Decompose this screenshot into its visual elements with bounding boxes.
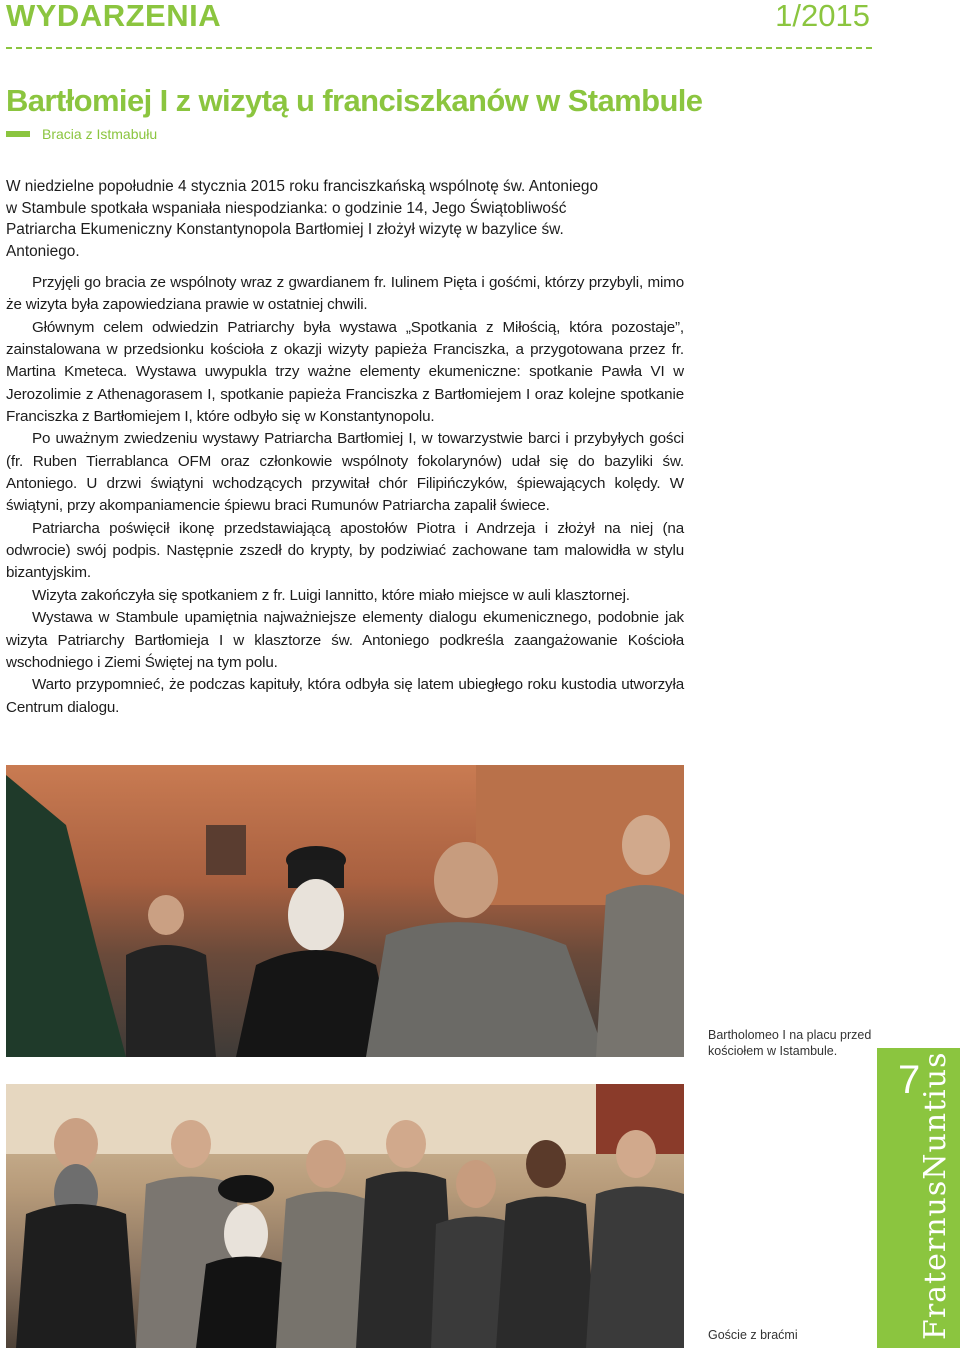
- article-author: Bracia z Istmabułu: [42, 126, 158, 142]
- paragraph: Głównym celem odwiedzin Patriarchy była wystawa „Spotkania z Miłością, która pozostaje”, zainstalowana w przedsionku kościoła z okazji wizyty papieża Franciszka, a przygotowana przez fr. Martina Kmeteca. Wystawa uwypukla trzy ważne elementy ekumeniczne: spotkanie Pawła VI w Jerozolimie z Athenagorasem I, spotkanie papieża Franciszka z Bartłomiejem I oraz kolejne spotkanie Franciszka z Bartłomiejem I, które odbyło się w Konstantynopolu.: [6, 318, 684, 426]
- paragraph: Patriarcha poświęcił ikonę przedstawiającą apostołów Piotra i Andrzeja i złożył na niej (na odwrocie) swój podpis. Następnie zszedł do krypty, by podziwiać zachowane tam malowidła w stylu bizantyjskim.: [6, 519, 684, 582]
- header-divider: [6, 47, 872, 49]
- article-body: [6, 272, 684, 719]
- byline: [6, 126, 157, 142]
- byline-bar-icon: [6, 131, 30, 137]
- photo-patriarch-square-illustration: [6, 765, 684, 1057]
- issue-number: 1/2015: [775, 0, 870, 33]
- photo-group-guests-illustration: [6, 1084, 684, 1348]
- photo-caption-1: Bartholomeo I na placu przed kościołem w Istambule.: [708, 1028, 872, 1058]
- photo-group-guests: [6, 1084, 684, 1348]
- paragraph: Wizyta zakończyła się spotkaniem z fr. Luigi Iannitto, które miało miejsce w auli klasztornej.: [32, 586, 630, 604]
- photo-patriarch-square: [6, 765, 684, 1057]
- paragraph: Warto przypomnieć, że podczas kapituły, która odbyła się latem ubiegłego roku kustodia utworzyła Centrum dialogu.: [6, 676, 684, 716]
- article-lead: W niedzielne popołudnie 4 stycznia 2015 roku franciszkańską wspólnotę św. Antoniego w Stambule spotkała wspaniała niespodzianka: o godzinie 14, Jego Świątobliwość Patriarcha Ekumeniczny Konstantynopola Bartłomiej I złożył wizytę w bazylice św. Antoniego.: [6, 178, 599, 261]
- paragraph: Wystawa w Stambule upamiętnia najważniejsze elementy dialogu ekumenicznego, podobnie jak wizyta Patriarchy Bartłomieja I w klasztorze św. Antoniego podkreśla zaangażowanie Kościoła wschodniego i Ziemi Świętej na tym polu.: [6, 609, 684, 671]
- photo-caption-2: Goście z braćmi: [708, 1328, 798, 1342]
- magazine-brand: FraternusNuntius: [918, 1051, 953, 1340]
- paragraph: Przyjęli go bracia ze wspólnoty wraz z gwardianem fr. Iulinem Pięta i gośćmi, którzy przybyli, mimo że wizyta była zapowiedziana prawie w ostatniej chwili.: [6, 274, 684, 314]
- paragraph: Po uważnym zwiedzeniu wystawy Patriarcha Bartłomiej I, w towarzystwie barci i przybyłych gości (fr. Ruben Tierrablanca OFM oraz członkowie wspólnoty fokolarynów) udał się do bazyliki św. Antoniego. U drzwi świątyni wchodzących przywitał chór Filipińczyków, śpiewających kolędy. W świątyni, przy akompaniamencie śpiewu braci Rumunów Patriarcha zapalił świece.: [6, 430, 684, 515]
- section-title: WYDARZENIA: [6, 0, 222, 33]
- page-number: 7: [898, 1058, 921, 1102]
- article-title: Bartłomiej I z wizytą u franciszkanów w Stambule: [6, 83, 703, 118]
